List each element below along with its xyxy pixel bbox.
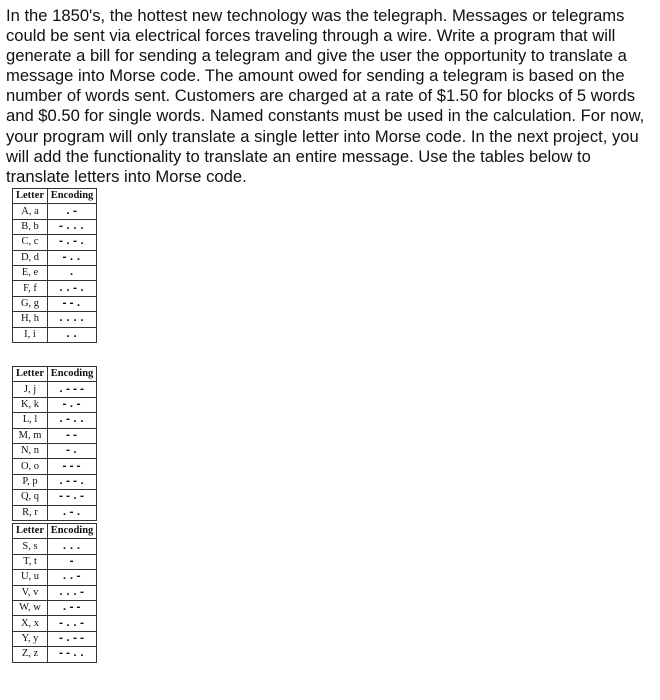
encoding-cell: -..-: [48, 616, 97, 631]
letter-cell: P, p: [13, 474, 48, 489]
letter-cell: L, l: [13, 413, 48, 428]
table-row: [13, 505, 97, 520]
encoding-cell: ..-: [48, 570, 97, 585]
letter-cell: R, r: [13, 505, 48, 520]
table-row: [13, 296, 97, 311]
table-row: [13, 219, 97, 234]
table-row: [13, 312, 97, 327]
encoding-cell: ---: [48, 459, 97, 474]
table-row: [13, 585, 97, 600]
letter-header: Letter: [13, 524, 48, 539]
table-row: [13, 204, 97, 219]
encoding-cell: -.-: [48, 397, 97, 412]
letter-header: Letter: [13, 367, 48, 382]
table-row: [13, 647, 97, 662]
table-row: [13, 600, 97, 615]
letter-cell: N, n: [13, 443, 48, 458]
encoding-cell: .: [48, 265, 97, 280]
letter-cell: S, s: [13, 539, 48, 554]
table-header-row: [13, 367, 97, 382]
encoding-cell: .--.: [48, 474, 97, 489]
encoding-cell: -..: [48, 250, 97, 265]
table-row: [13, 428, 97, 443]
table-header-row: [13, 189, 97, 204]
encoding-cell: --..: [48, 647, 97, 662]
encoding-cell: --.: [48, 296, 97, 311]
table-row: [13, 250, 97, 265]
table-header-row: [13, 524, 97, 539]
table-row: [13, 570, 97, 585]
encoding-cell: ...-: [48, 585, 97, 600]
encoding-cell: ...: [48, 539, 97, 554]
letter-cell: K, k: [13, 397, 48, 412]
encoding-cell: ..: [48, 327, 97, 342]
table-row: [13, 327, 97, 342]
letter-cell: W, w: [13, 600, 48, 615]
letter-cell: I, i: [13, 327, 48, 342]
letter-cell: T, t: [13, 554, 48, 569]
letter-cell: O, o: [13, 459, 48, 474]
letter-cell: H, h: [13, 312, 48, 327]
encoding-header: Encoding: [48, 189, 97, 204]
letter-header: Letter: [13, 189, 48, 204]
table-row: [13, 413, 97, 428]
letter-cell: Q, q: [13, 490, 48, 505]
encoding-header: Encoding: [48, 524, 97, 539]
table-row: [13, 443, 97, 458]
letter-cell: E, e: [13, 265, 48, 280]
encoding-cell: -.--: [48, 631, 97, 646]
table-row: [13, 265, 97, 280]
letter-cell: A, a: [13, 204, 48, 219]
letter-cell: Z, z: [13, 647, 48, 662]
letter-cell: B, b: [13, 219, 48, 234]
letter-cell: J, j: [13, 382, 48, 397]
encoding-cell: ....: [48, 312, 97, 327]
letter-cell: G, g: [13, 296, 48, 311]
letter-cell: C, c: [13, 235, 48, 250]
encoding-cell: .---: [48, 382, 97, 397]
encoding-cell: .--: [48, 600, 97, 615]
table-row: [13, 474, 97, 489]
morse-table-j-r: [12, 366, 97, 521]
encoding-cell: .-.: [48, 505, 97, 520]
table-row: [13, 631, 97, 646]
letter-cell: V, v: [13, 585, 48, 600]
table-row: [13, 397, 97, 412]
letter-cell: D, d: [13, 250, 48, 265]
letter-cell: Y, y: [13, 631, 48, 646]
encoding-cell: -.: [48, 443, 97, 458]
morse-table-a-i: [12, 188, 97, 343]
letter-cell: X, x: [13, 616, 48, 631]
encoding-cell: -: [48, 554, 97, 569]
table-row: [13, 539, 97, 554]
table-row: [13, 281, 97, 296]
encoding-header: Encoding: [48, 367, 97, 382]
encoding-cell: -...: [48, 219, 97, 234]
encoding-cell: --: [48, 428, 97, 443]
table-row: [13, 235, 97, 250]
letter-cell: M, m: [13, 428, 48, 443]
table-row: [13, 490, 97, 505]
instructions-paragraph: In the 1850's, the hottest new technology was the telegraph. Messages or telegrams could be sent via electrical forces traveling through a wire. Write a program that will generate a bill for sending a telegram and give the user the opportunity to translate a message into Morse code. The amount owed for sending a telegram is based on the number of words sent. Customers are charged at a rate of $1.50 for blocks of 5 words and $0.50 for single words. Named constants must be used in the calculation. For now, your program will only translate a single letter into Morse code. In the next project, you will add the functionality to translate an entire message. Use the tables below to translate letters into Morse code.: [6, 6, 645, 186]
letter-cell: F, f: [13, 281, 48, 296]
encoding-cell: --.-: [48, 490, 97, 505]
encoding-cell: .-: [48, 204, 97, 219]
letter-cell: U, u: [13, 570, 48, 585]
encoding-cell: ..-.: [48, 281, 97, 296]
table-row: [13, 616, 97, 631]
encoding-cell: -.-.: [48, 235, 97, 250]
morse-table-s-z: [12, 523, 97, 663]
table-row: [13, 382, 97, 397]
table-row: [13, 459, 97, 474]
encoding-cell: .-..: [48, 413, 97, 428]
table-row: [13, 554, 97, 569]
